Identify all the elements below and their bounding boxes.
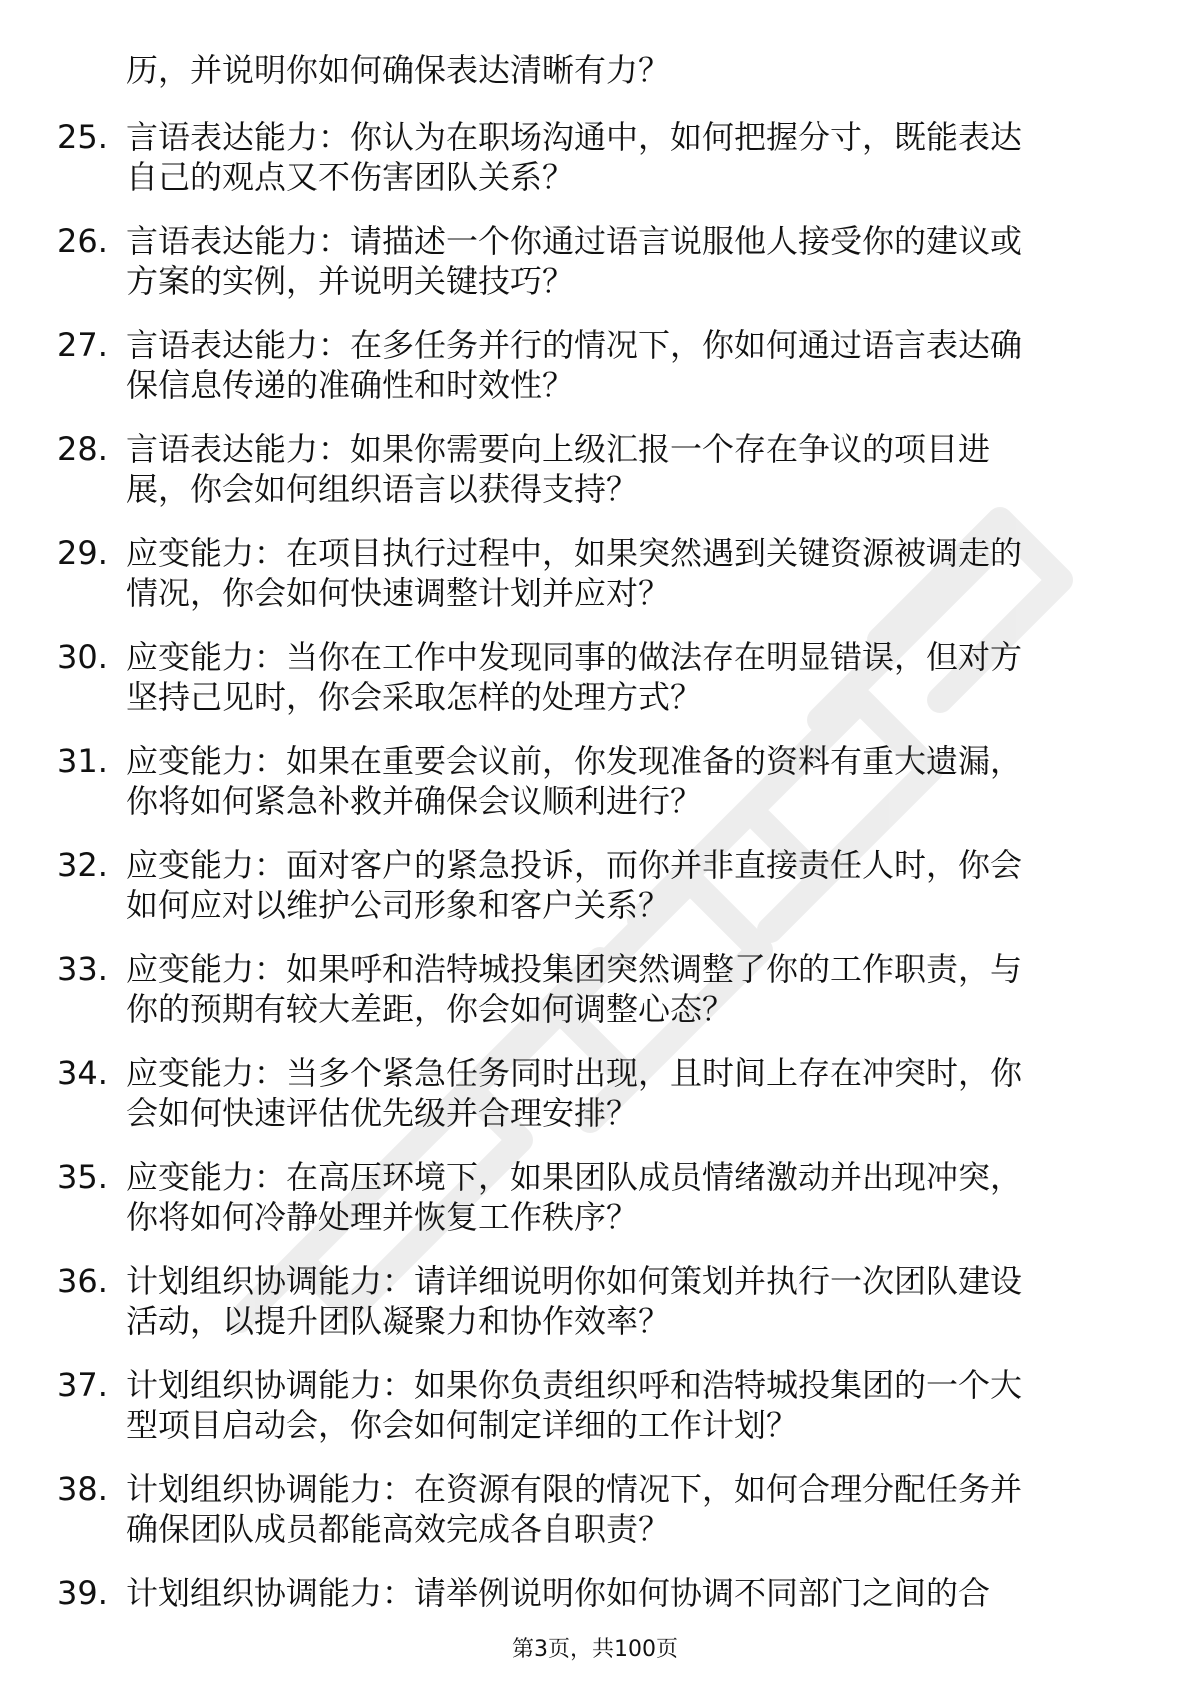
question-number: 29. bbox=[57, 534, 108, 572]
question-text bbox=[126, 1261, 1116, 1341]
list-item bbox=[0, 325, 1190, 405]
question-text-line: 活动，以提升团队凝聚力和协作效率？ bbox=[126, 1302, 671, 1340]
question-number: 37. bbox=[57, 1366, 108, 1404]
question-text-line: 坚持己见时，你会采取怎样的处理方式？ bbox=[126, 678, 703, 716]
question-number: 25. bbox=[57, 118, 108, 156]
question-text-line: 言语表达能力：请描述一个你通过语言说服他人接受你的建议或 bbox=[126, 222, 1023, 260]
question-text-line: 计划组织协调能力：请详细说明你如何策划并执行一次团队建设 bbox=[126, 1262, 1023, 1300]
question-text-line: 计划组织协调能力：如果你负责组织呼和浩特城投集团的一个大 bbox=[126, 1366, 1023, 1404]
question-number: 28. bbox=[57, 430, 108, 468]
question-text bbox=[126, 1157, 1116, 1237]
question-text bbox=[126, 845, 1116, 925]
question-text-line: 言语表达能力：在多任务并行的情况下，你如何通过语言表达确 bbox=[126, 326, 1023, 364]
question-text bbox=[126, 949, 1116, 1029]
question-number: 39. bbox=[57, 1574, 108, 1612]
question-text bbox=[126, 1573, 1116, 1613]
list-item bbox=[0, 637, 1190, 717]
question-text-line: 确保团队成员都能高效完成各自职责？ bbox=[126, 1510, 671, 1548]
question-number: 26. bbox=[57, 222, 108, 260]
question-text-line: 计划组织协调能力：在资源有限的情况下，如何合理分配任务并 bbox=[126, 1470, 1023, 1508]
question-text-line: 应变能力：如果呼和浩特城投集团突然调整了你的工作职责，与 bbox=[126, 950, 1023, 988]
question-text-line: 你的预期有较大差距，你会如何调整心态？ bbox=[126, 990, 735, 1028]
question-text bbox=[126, 117, 1116, 197]
question-number: 33. bbox=[57, 950, 108, 988]
question-text-line: 自己的观点又不伤害团队关系？ bbox=[126, 158, 575, 196]
question-text bbox=[126, 1053, 1116, 1133]
question-text-line: 应变能力：当你在工作中发现同事的做法存在明显错误，但对方 bbox=[126, 638, 1023, 676]
question-number: 38. bbox=[57, 1470, 108, 1508]
list-item bbox=[0, 949, 1190, 1029]
continuation-text: 历，并说明你如何确保表达清晰有力？ bbox=[126, 51, 671, 89]
list-item bbox=[0, 117, 1190, 197]
question-text-line: 应变能力：在高压环境下，如果团队成员情绪激动并出现冲突， bbox=[126, 1158, 1023, 1196]
question-number: 31. bbox=[57, 742, 108, 780]
question-text-line: 如何应对以维护公司形象和客户关系？ bbox=[126, 886, 671, 924]
question-text-line: 会如何快速评估优先级并合理安排？ bbox=[126, 1094, 639, 1132]
question-text-line: 保信息传递的准确性和时效性？ bbox=[126, 366, 575, 404]
question-text bbox=[126, 429, 1116, 509]
question-text bbox=[126, 533, 1116, 613]
question-text bbox=[126, 1469, 1116, 1549]
question-text bbox=[126, 325, 1116, 405]
question-number: 27. bbox=[57, 326, 108, 364]
list-item bbox=[0, 221, 1190, 301]
question-text bbox=[126, 1365, 1116, 1445]
list-item bbox=[0, 1157, 1190, 1237]
question-text bbox=[126, 221, 1116, 301]
list-item bbox=[0, 741, 1190, 821]
question-number: 32. bbox=[57, 846, 108, 884]
question-list bbox=[0, 117, 1190, 1677]
question-text-line: 应变能力：在项目执行过程中，如果突然遇到关键资源被调走的 bbox=[126, 534, 1023, 572]
page-footer: 第3页，共100页 bbox=[512, 1637, 678, 1662]
question-text-line: 情况，你会如何快速调整计划并应对？ bbox=[126, 574, 671, 612]
question-number: 35. bbox=[57, 1158, 108, 1196]
question-text-line: 你将如何紧急补救并确保会议顺利进行？ bbox=[126, 782, 703, 820]
question-text-line: 言语表达能力：你认为在职场沟通中，如何把握分寸，既能表达 bbox=[126, 118, 1023, 156]
list-item bbox=[0, 1365, 1190, 1445]
question-number: 36. bbox=[57, 1262, 108, 1300]
list-item bbox=[0, 845, 1190, 925]
question-text-line: 应变能力：当多个紧急任务同时出现，且时间上存在冲突时，你 bbox=[126, 1054, 1023, 1092]
question-text-line: 应变能力：面对客户的紧急投诉，而你并非直接责任人时，你会 bbox=[126, 846, 1023, 884]
question-text-line: 你将如何冷静处理并恢复工作秩序？ bbox=[126, 1198, 639, 1236]
question-text bbox=[126, 741, 1116, 821]
question-text bbox=[126, 637, 1116, 717]
question-number: 34. bbox=[57, 1054, 108, 1092]
question-text-line: 展，你会如何组织语言以获得支持？ bbox=[126, 470, 639, 508]
question-text-line: 型项目启动会，你会如何制定详细的工作计划？ bbox=[126, 1406, 799, 1444]
list-item bbox=[0, 1469, 1190, 1549]
question-text-line: 计划组织协调能力：请举例说明你如何协调不同部门之间的合 bbox=[126, 1574, 991, 1612]
question-text-line: 方案的实例，并说明关键技巧？ bbox=[126, 262, 575, 300]
list-item bbox=[0, 533, 1190, 613]
question-text-line: 应变能力：如果在重要会议前，你发现准备的资料有重大遗漏， bbox=[126, 742, 1023, 780]
list-item bbox=[0, 1261, 1190, 1341]
question-text-line: 言语表达能力：如果你需要向上级汇报一个存在争议的项目进 bbox=[126, 430, 991, 468]
question-number: 30. bbox=[57, 638, 108, 676]
list-item bbox=[0, 1053, 1190, 1133]
list-item bbox=[0, 429, 1190, 509]
